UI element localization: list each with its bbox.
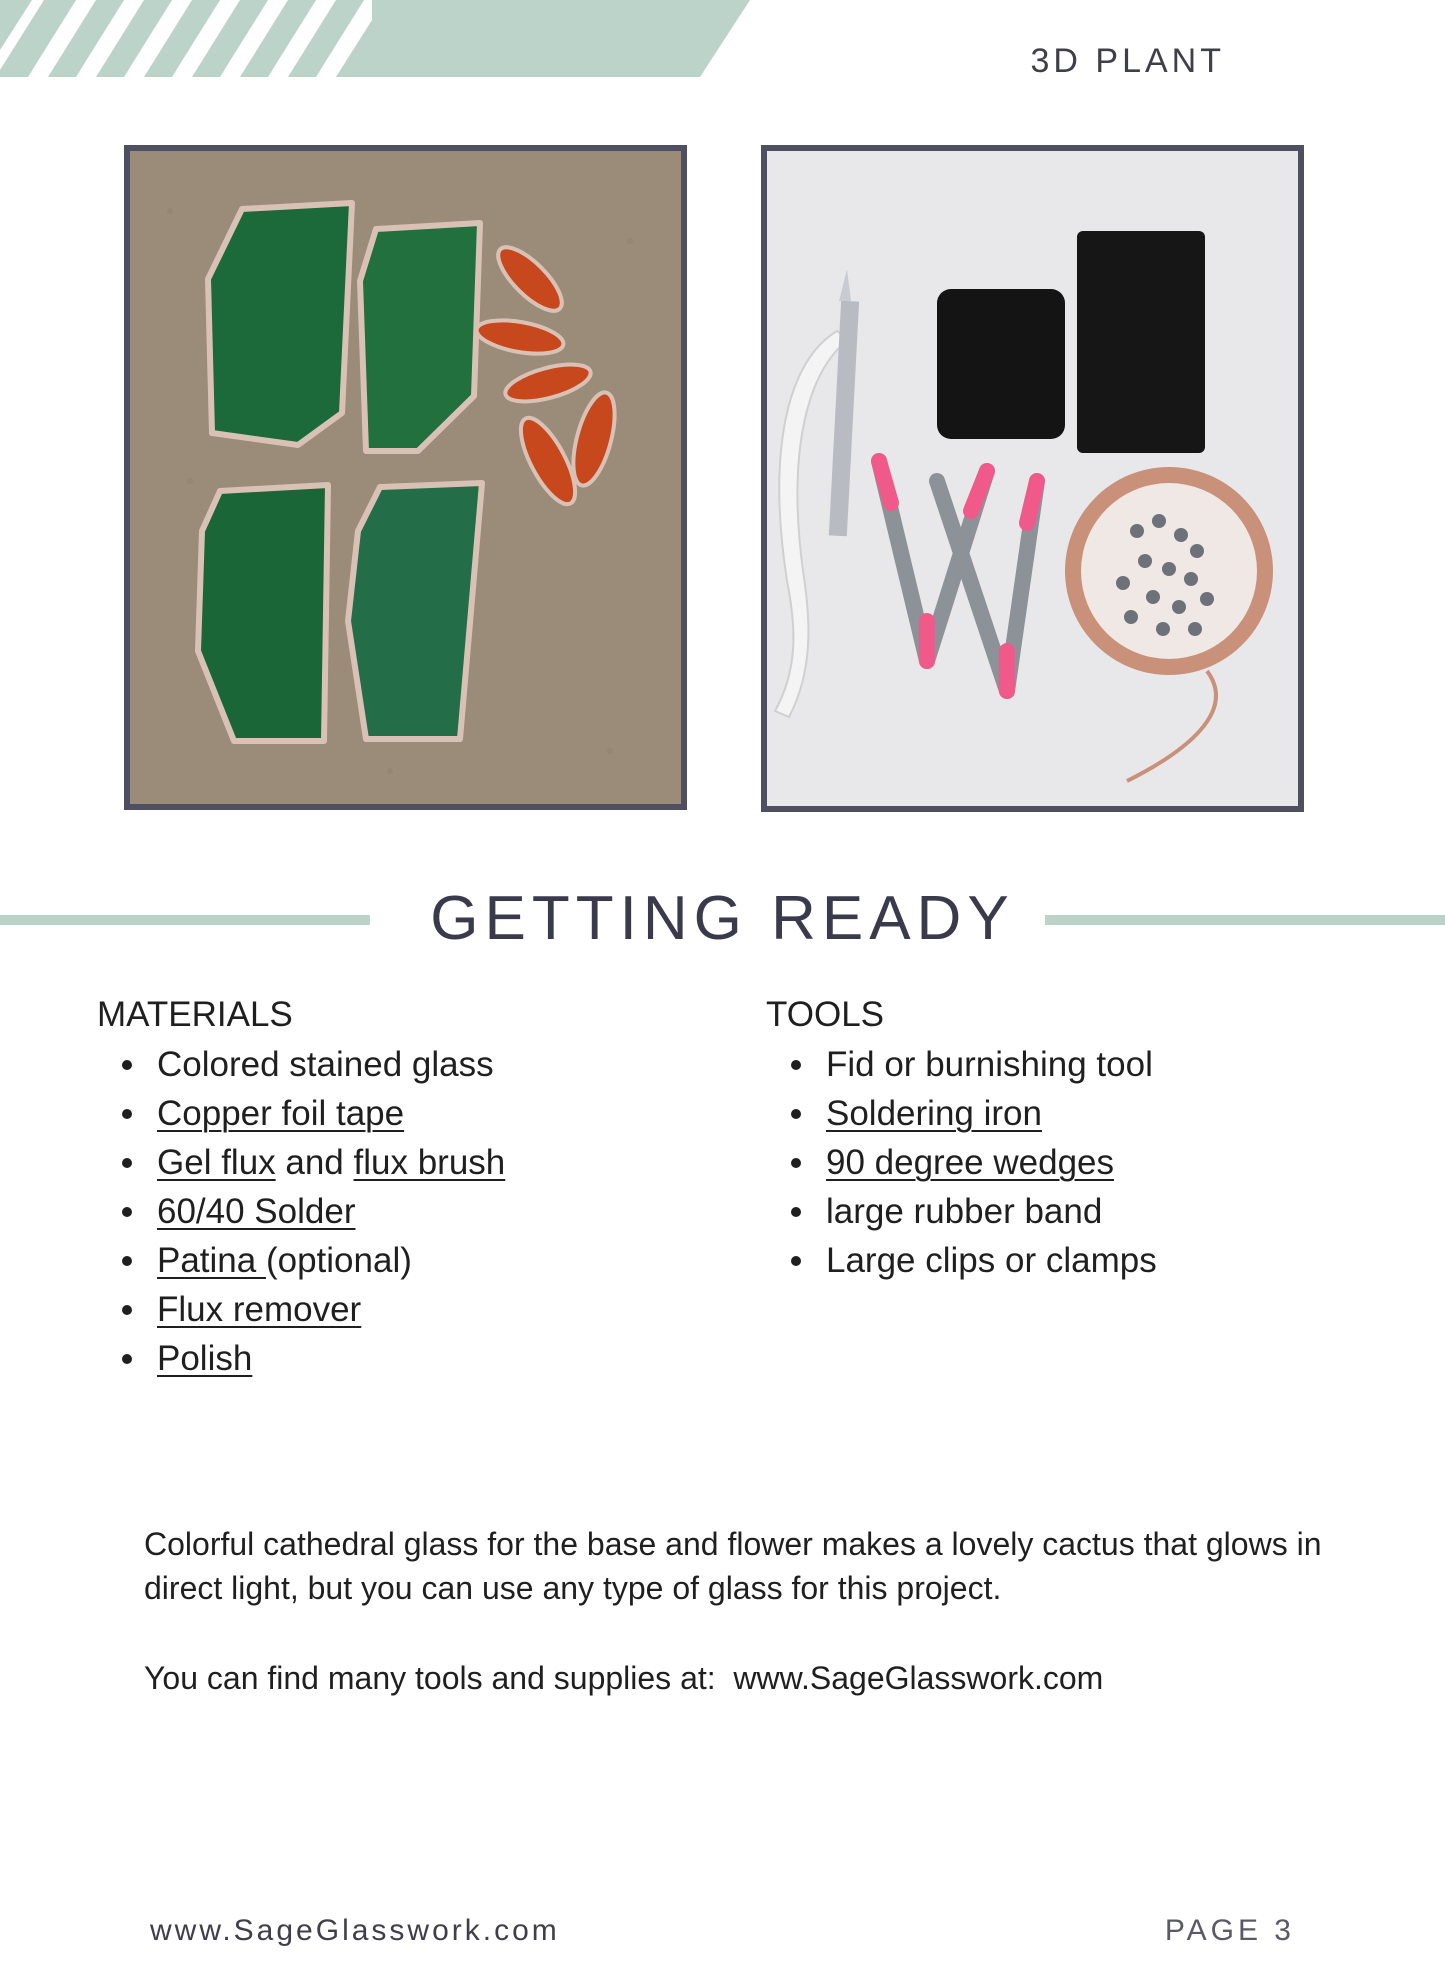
section-title: GETTING READY	[430, 884, 1015, 953]
tool-text: Large clips or clamps	[826, 1241, 1157, 1280]
supplies-note: You can find many tools and supplies at: www.SageGlasswork.com	[144, 1660, 1104, 1696]
material-link[interactable]: Copper foil tape	[157, 1094, 405, 1133]
tools-list	[766, 990, 1366, 1285]
material-text: (optional)	[265, 1241, 412, 1280]
black-wedge	[1077, 231, 1205, 453]
list-item	[826, 1040, 1366, 1089]
title-rule-right	[1045, 915, 1445, 925]
list-item	[157, 1187, 697, 1236]
material-link[interactable]: Gel flux	[157, 1143, 276, 1182]
black-wedge	[937, 289, 1065, 439]
material-link[interactable]: Polish	[157, 1339, 253, 1378]
list-item	[157, 1089, 697, 1138]
tools-photo	[761, 145, 1304, 812]
materials-list	[97, 990, 697, 1383]
tools-heading: TOOLS	[766, 995, 885, 1034]
list-item	[157, 1138, 697, 1187]
material-link[interactable]: Patina	[157, 1241, 266, 1280]
footer-url[interactable]: www.SageGlasswork.com	[150, 1914, 560, 1947]
page-number: PAGE 3	[1164, 1914, 1295, 1947]
material-link[interactable]: 60/40 Solder	[157, 1192, 356, 1231]
materials-heading: MATERIALS	[97, 995, 293, 1034]
material-link[interactable]: Flux remover	[157, 1290, 362, 1329]
material-text: and	[275, 1143, 354, 1182]
material-text: Colored stained glass	[157, 1045, 494, 1084]
top-banner-stripes	[0, 0, 750, 77]
glass-description: Colorful cathedral glass for the base and flower makes a lovely cactus that glows in direct light, but you can use any type of glass for this project.	[144, 1526, 1322, 1606]
list-item	[157, 1334, 697, 1383]
green-glass-piece	[208, 203, 352, 445]
list-item	[157, 1040, 697, 1089]
glass-pieces-photo	[124, 145, 687, 810]
green-glass-piece	[198, 485, 328, 741]
material-link[interactable]: flux brush	[353, 1143, 506, 1182]
tool-text: large rubber band	[826, 1192, 1103, 1231]
list-item	[826, 1236, 1366, 1285]
tool-link[interactable]: Soldering iron	[826, 1094, 1042, 1133]
tool-text: Fid or burnishing tool	[826, 1045, 1153, 1084]
list-item	[826, 1187, 1366, 1236]
green-glass-piece	[348, 483, 482, 739]
list-item	[826, 1089, 1366, 1138]
tool-link[interactable]: 90 degree wedges	[826, 1143, 1114, 1182]
header-title: 3D PLANT	[1030, 42, 1225, 80]
list-item	[157, 1236, 697, 1285]
list-item	[826, 1138, 1366, 1187]
list-item	[157, 1285, 697, 1334]
